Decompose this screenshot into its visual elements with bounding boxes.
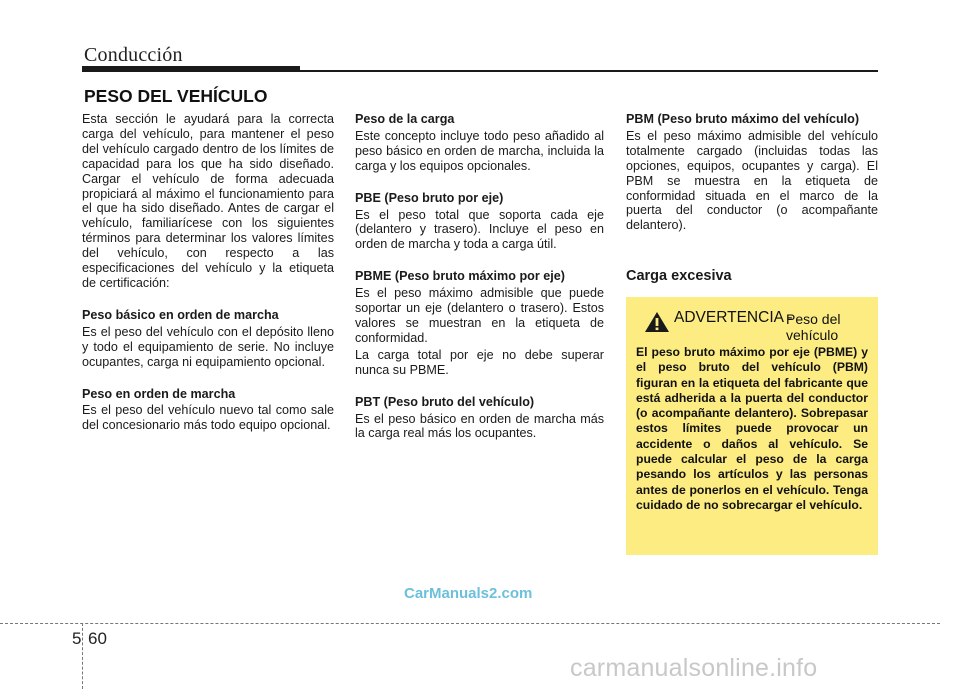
term-heading: PBE (Peso bruto por eje) bbox=[355, 190, 504, 205]
term-heading: Peso de la carga bbox=[355, 112, 455, 126]
footer-vertical-divider bbox=[82, 623, 83, 689]
term-definition: Es el peso máximo admisible que puede soportar un eje (delantero o trasero). Estos valores se muestran en la etiqueta de conformidad. bbox=[355, 286, 604, 345]
term-definition: Es el peso total que soporta cada eje (delantero y trasero). Incluye el peso en orden de marcha y toda a carga útil. bbox=[355, 207, 604, 252]
page-number: 60 bbox=[88, 629, 107, 648]
term-definition: Es el peso del vehículo con el depósito lleno y todo el equipamiento de serie. No incluye ocupantes, carga ni equipamiento opcional. bbox=[82, 324, 334, 369]
header-rule bbox=[300, 70, 878, 72]
term-heading: Peso básico en orden de marcha bbox=[82, 307, 279, 322]
column-2 bbox=[355, 112, 604, 458]
warning-triangle-icon bbox=[644, 311, 670, 333]
term-definition: Es el peso básico en orden de marcha más la carga real más los ocupantes. bbox=[355, 411, 604, 441]
warning-box bbox=[626, 297, 878, 555]
term-definition: Es el peso máximo admisible del vehículo totalmente cargado (incluidas todas las opciones, equipos, ocupantes y carga). El PBM se muestra en la etiqueta de conformidad situada en el marco de la puerta del conductor (o acompañante delantero). bbox=[626, 128, 878, 233]
watermark-link[interactable]: CarManuals2.com bbox=[404, 585, 533, 602]
term-heading: PBME (Peso bruto máximo por eje) bbox=[355, 269, 565, 284]
subsection-title: Carga excesiva bbox=[626, 268, 732, 284]
section-title: PESO DEL VEHÍCULO bbox=[84, 86, 268, 106]
header-bar bbox=[82, 66, 300, 72]
column-1 bbox=[82, 112, 334, 450]
term-definition: Este concepto incluye todo peso añadido al peso básico en orden de marcha, incluida la carga y los equipos opcionales. bbox=[355, 128, 604, 173]
term-note: La carga total por eje no debe superar nunca su PBME. bbox=[355, 347, 604, 377]
term-definition: Es el peso del vehículo nuevo tal como sale del concesionario más todo equipo opcional. bbox=[82, 403, 334, 433]
warning-text: El peso bruto máximo por eje (PBME) y el peso bruto del vehículo (PBM) figuran en la etiqueta del fabricante que está adherida a la puerta del conductor (o acompañante delantero). Sobrepasar estos límites puede provocar un accidente o daños al vehículo. Se puede calcular el peso de la carga pesando los artículos y las personas antes de ponerlos en el vehículo. Tenga cuidado de no sobrecargar el vehículo. bbox=[636, 345, 868, 512]
chapter-number: 5 bbox=[72, 629, 82, 648]
column-3 bbox=[626, 112, 878, 250]
term-heading: Peso en orden de marcha bbox=[82, 386, 236, 401]
footer-divider bbox=[0, 623, 940, 624]
warning-subject: Peso del vehículo bbox=[786, 311, 841, 343]
term-heading: PBT (Peso bruto del vehículo) bbox=[355, 394, 535, 409]
warning-label: ADVERTENCIA - bbox=[674, 309, 793, 326]
chapter-title: Conducción bbox=[84, 44, 183, 66]
footer-watermark: carmanualsonline.info bbox=[570, 654, 818, 682]
intro-paragraph: Esta sección le ayudará para la correcta carga del vehículo, para mantener el peso del vehículo cargado dentro de los límites de capacidad para los que ha sido diseñado. Cargar el vehículo de forma adecuada propiciará al máximo el funcionamiento para el que ha sido diseñado. Antes de cargar el vehículo, familiarícese con los siguientes términos para determinar los valores límites del vehículo, con respecto a las especificaciones del vehículo y la etiqueta de certificación: bbox=[82, 112, 334, 290]
term-heading: PBM (Peso bruto máximo del vehículo) bbox=[626, 112, 860, 126]
